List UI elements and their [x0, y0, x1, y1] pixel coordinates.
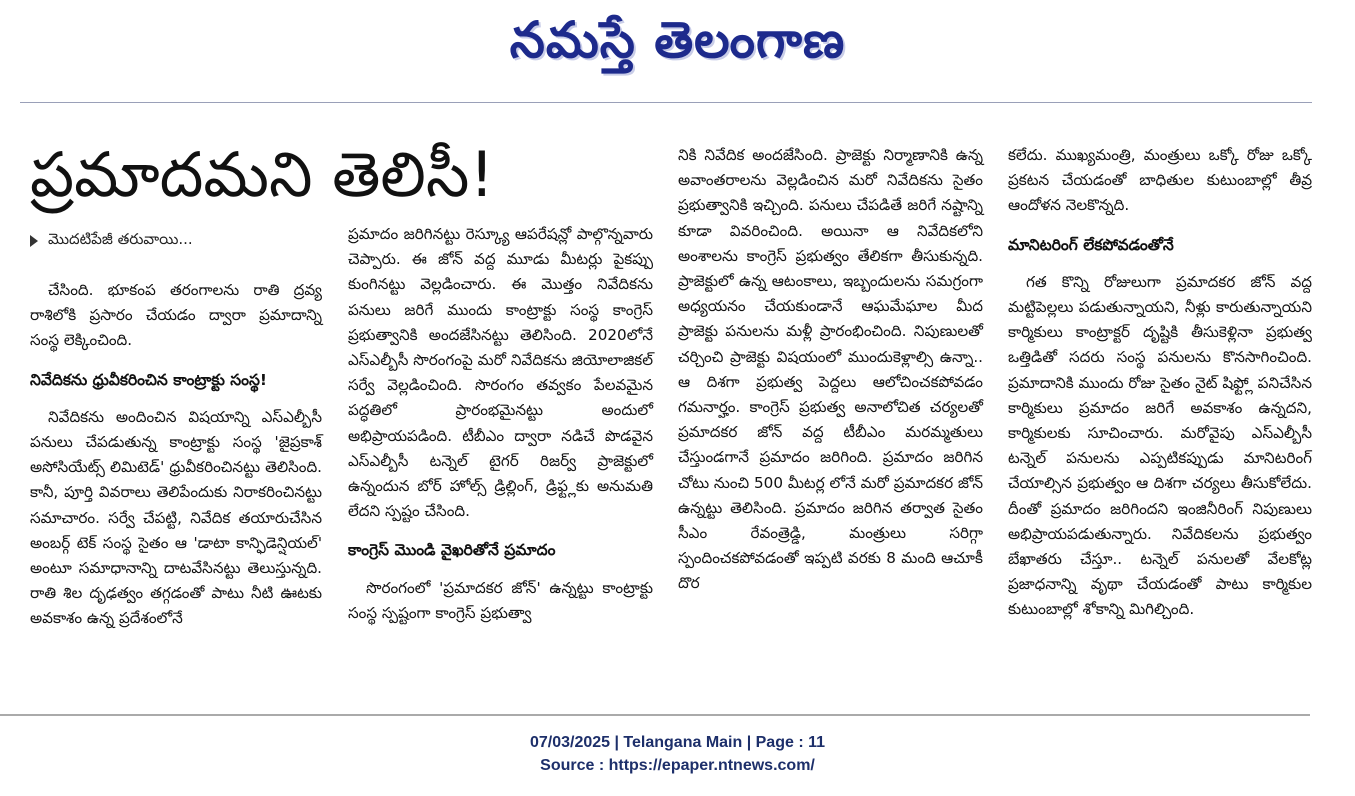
- article-column-2: [348, 222, 653, 626]
- article-column-4: [1008, 143, 1312, 623]
- paragraph: ప్రమాదం జరిగినట్టు రెస్క్యూ ఆపరేషన్లో పాల్గొన్నవారు చెప్పారు. ఈ జోన్ వద్ద మూడు మీటర్లు పైకప్పు కుంగినట్టు వెల్లడించారు. ఈ మొత్తం నివేదికను పనులు జరిగే ముందు కాంట్రాక్టు సంస్థ కాంగ్రెస్ ప్రభుత్వానికి అందజేసినట్టు తెలిసింది. 2020లోనే ఎస్ఎల్బీసీ సొరంగంపై మరో నివేదికను జియోలాజికల్ సర్వే వెల్లడించింది. సొరంగం తవ్వకం పేలవమైన పద్ధతిలో ప్రారంభమైనట్టు అందులో అభిప్రాయపడింది. టీబీఎం ద్వారా నడిచే పొడవైన ఎస్ఎల్బీసీ టన్నెల్ టైగర్ రిజర్వ్ ప్రాజెక్టులో ఉన్నందున బోర్ హోల్స్ డ్రిల్లింగ్, డ్రిఫ్ట్లకు అనుమతి లేదని స్పష్టం చేసింది.: [348, 225, 653, 521]
- paragraph: గత కొన్ని రోజులుగా ప్రమాదకర జోన్ వద్ద మట్టిపెల్లలు పడుతున్నాయని, నీళ్లు కారుతున్నాయని కార్మికులు కాంట్రాక్టర్ దృష్టికి తీసుకెళ్లినా ప్రభుత్వ ఒత్తిడితో సదరు సంస్థ పనులను కొనసాగించింది. ప్రమాదానికి ముందు రోజు సైతం నైట్ షిఫ్ట్లో పనిచేసిన కార్మికులు ప్రమాదం జరిగే అవకాశం ఉన్నదని, కార్మికులకు సూచించారు. మరోవైపు ఎస్ఎల్బీసీ టన్నెల్ పనులను ఎప్పటికప్పుడు మానిటరింగ్ చేయాల్సిన ప్రభుత్వం ఆ దిశగా చర్యలు తీసుకోలేదు. దీంతో ప్రమాదం జరిగిందని ఇంజినీరింగ్ నిపుణులు అభిప్రాయపడుతున్నారు. నివేదికలను ప్రభుత్వం బేఖాతరు చేస్తూ.. టన్నెల్ పనులతో వేలకోట్ల ప్రజాధనాన్ని వృథా చేయడంతో పాటు కార్మికుల కుటుంబాల్లో శోకాన్ని మిగిల్చింది.: [1008, 272, 1312, 619]
- masthead-divider: [20, 102, 1312, 103]
- paragraph: నివేదికను అందించిన విషయాన్ని ఎస్ఎల్బీసీ పనులు చేపడుతున్న కాంట్రాక్టు సంస్థ 'జైప్రకాశ్ అసోసియేట్స్ లిమిటెడ్' ధ్రువీకరించినట్టు తెలిసింది. కానీ, పూర్తి వివరాలు తెలిపేందుకు నిరాకరించినట్టు సమాచారం. సర్వే చేపట్టి, నివేదిక తయారుచేసిన అంబర్గ్ టెక్ సంస్థ సైతం ఆ 'డాటా కాన్ఫిడెన్షియల్' అంటూ సమాధానాన్ని దాటవేసినట్టు తెలుస్తున్నది. రాతి శిల దృఢత్వం తగ్గడంతో పాటు నీటి ఊటకు అవకాశం ఉన్న ప్రదేశంలోనే: [30, 407, 322, 628]
- continued-label: మొదటిపేజీ తరువాయి...: [48, 230, 193, 248]
- footer-divider: [0, 714, 1310, 716]
- article-column-1: [30, 278, 322, 632]
- subheading: కాంగ్రెస్ మొండి వైఖరితోనే ప్రమాదం: [348, 541, 556, 560]
- continued-marker: [30, 230, 193, 252]
- subheading: మానిటరింగ్ లేకపోవడంతోనే: [1008, 235, 1174, 254]
- edition-info: 07/03/2025 | Telangana Main | Page : 11: [529, 734, 826, 751]
- paragraph: కలేదు. ముఖ్యమంత్రి, మంత్రులు ఒక్కో రోజు ఒక్కో ప్రకటన చేయడంతో బాధితుల కుటుంబాల్లో తీవ్ర ఆందోళన నెలకొన్నది.: [1008, 146, 1312, 215]
- article-column-3: [678, 143, 983, 597]
- paragraph: సొరంగంలో 'ప్రమాదకర జోన్' ఉన్నట్టు కాంట్రాక్టు సంస్థ స్పష్టంగా కాంగ్రెస్ ప్రభుత్వా: [348, 578, 653, 622]
- paragraph: చేసింది. భూకంప తరంగాలను రాతి ద్రవ్య రాశిలోకి ప్రసారం చేయడం ద్వారా ప్రమాదాన్ని సంస్థ లెక్కించింది.: [30, 281, 322, 350]
- article-headline: ప్రమాదమని తెలిసీ!: [30, 138, 495, 211]
- newspaper-logo: నమస్తే తెలంగాణ: [509, 10, 846, 69]
- subheading: నివేదికను ధ్రువీకరించిన కాంట్రాక్టు సంస్థ!: [30, 370, 267, 389]
- arrow-right-icon: [30, 235, 38, 247]
- masthead: [0, 0, 1355, 92]
- source-link[interactable]: Source : https://epaper.ntnews.com/: [540, 757, 815, 774]
- paragraph: నికి నివేదిక అందజేసింది. ప్రాజెక్టు నిర్మాణానికి ఉన్న అవాంతరాలను వెల్లడించిన మరో నివేదికను సైతం ప్రభుత్వానికి ఇచ్చింది. పనులు చేపడితే జరిగే నష్టాన్ని కూడా వివరించింది. అయినా ఆ నివేదికలోని అంశాలను కాంగ్రెస్ ప్రభుత్వం తేలికగా తీసుకున్నది. ప్రాజెక్టులో ఉన్న ఆటంకాలు, ఇబ్బందులను సమగ్రంగా అధ్యయనం చేయకుండానే ఆఘమేఘాల మీద ప్రాజెక్టు పనులను మళ్లీ ప్రారంభించింది. నిపుణులతో చర్చించి ప్రాజెక్టు విషయంలో ముందుకెళ్లాల్సి ఉన్నా.. ఆ దిశగా ప్రభుత్వ పెద్దలు ఆలోచించకపోవడం గమనార్హం. కాంగ్రెస్ ప్రభుత్వ అనాలోచిత చర్యలతో ప్రమాదకర జోన్ వద్ద టీబీఎం మరమ్మతులు చేస్తుండగానే ప్రమాదం జరిగింది. ప్రమాదం జరిగిన చోటు నుంచి 500 మీటర్ల లోనే మరో ప్రమాదకర జోన్ ఉన్నట్టు తెలిసింది. ప్రమాదం జరిగిన తర్వాత సైతం సీఎం రేవంత్రెడ్డి, మంత్రులు సరిగ్గా స్పందించకపోవడంతో ఇప్పటి వరకు 8 మంది ఆచూకీ దొర: [678, 146, 983, 593]
